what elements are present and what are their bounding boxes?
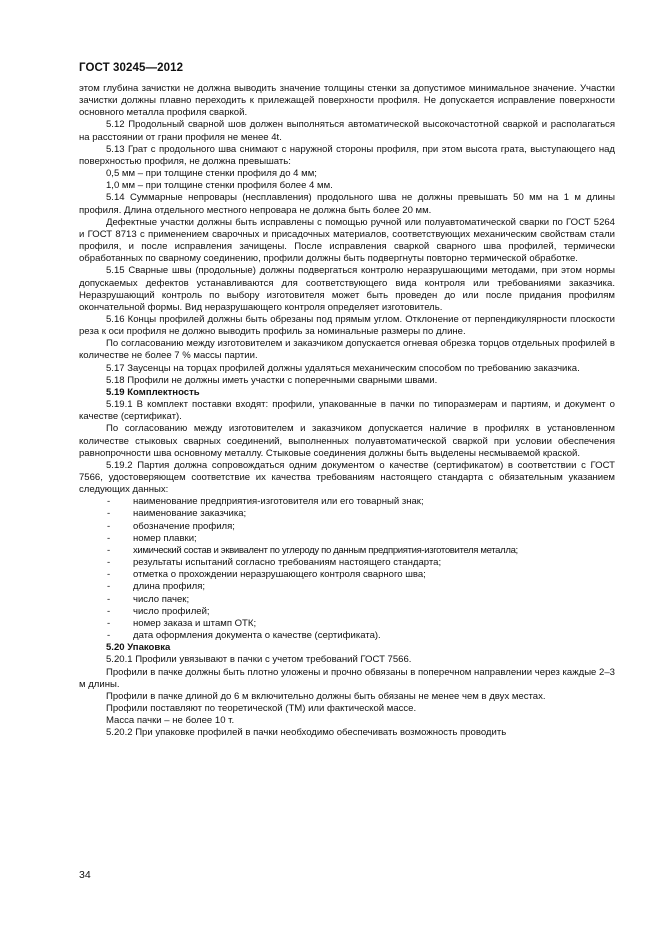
paragraph: Профили в пачке должны быть плотно уложены и прочно обвязаны в поперечном направлении через каждые 2–3 м длины.: [79, 666, 615, 690]
paragraph: 0,5 мм – при толщине стенки профиля до 4 мм;: [106, 168, 317, 180]
section-heading: 5.20 Упаковка: [106, 642, 171, 654]
paragraph: этом глубина зачистки не должна выводить значение толщины стенки за допустимое минимальное значение. Участки зачистки должны плавно переходить к прилежащей поверхности профиля. Не допускается исправление поверхности основного металла профиля сваркой.: [79, 83, 615, 119]
list-item: - результаты испытаний согласно требованиям настоящего стандарта;: [107, 557, 442, 569]
list-item: - номер заказа и штамп ОТК;: [107, 617, 257, 629]
document-header: ГОСТ 30245—2012: [79, 62, 184, 74]
list-item: - число пачек;: [107, 593, 190, 605]
paragraph: 5.12 Продольный сварной шов должен выполняться автоматической высокочастотной сваркой и располагаться на расстоянии от грани профиля не менее 4t.: [79, 119, 615, 143]
paragraph: 5.16 Концы профилей должны быть обрезаны под прямым углом. Отклонение от перпендикулярности плоскости реза к оси профиля не должно выводить профиль за номинальные размеры по длине.: [79, 313, 615, 338]
paragraph: По согласованию между изготовителем и заказчиком допускается наличие в профилях в установленном количестве стыковых сварных соединений, выполненных полуавтоматической сваркой при условии обеспечения равнопрочности шва основному металлу. Стыковые соединения должны быть выделены несмываемой краской.: [79, 423, 615, 459]
document-body: [79, 83, 615, 739]
section-heading: 5.19 Комплектность: [106, 386, 200, 398]
list-item: - дата оформления документа о качестве (сертификата).: [107, 630, 381, 642]
list-item: - наименование предприятия-изготовителя или его товарный знак;: [107, 496, 424, 508]
paragraph: 5.17 Заусенцы на торцах профилей должны удаляться механическим способом по требованию заказчика.: [106, 362, 580, 374]
paragraph: 5.20.1 Профили увязывают в пачки с учетом требований ГОСТ 7566.: [106, 654, 412, 666]
list-item: - обозначение профиля;: [107, 520, 235, 532]
paragraph: 5.14 Суммарные непровары (несплавления) продольного шва не должны превышать 50 мм на 1 м длины профиля. Длина отдельного местного непровара не должна быть более 20 мм.: [79, 192, 615, 216]
list-item: - длина профиля;: [107, 581, 206, 593]
list-item: - наименование заказчика;: [107, 508, 247, 520]
paragraph: 5.20.2 При упаковке профилей в пачки необходимо обеспечивать возможность проводить: [106, 727, 507, 739]
paragraph: 5.18 Профили не должны иметь участки с поперечными сварными швами.: [106, 374, 438, 386]
paragraph: По согласованию между изготовителем и заказчиком допускается огневая обрезка торцов отдельных профилей в количестве не более 7 % массы партии.: [79, 338, 615, 362]
paragraph: 5.13 Грат с продольного шва снимают с наружной стороны профиля, при этом высота грата, выступающего над поверхностью профиля, не должна превышать:: [79, 143, 615, 167]
list-item: - число профилей;: [107, 605, 210, 617]
list-item: - номер плавки;: [107, 532, 197, 544]
list-item: - отметка о прохождении неразрушающего контроля сварного шва;: [107, 569, 426, 581]
paragraph: Масса пачки – не более 10 т.: [106, 715, 235, 727]
paragraph: 5.19.1 В комплект поставки входят: профили, упакованные в пачки по типоразмерам и партиям, и документ о качестве (сертификат).: [79, 399, 615, 423]
list-item: - химический состав и эквивалент по углероду по данным предприятия-изготовителя металла;: [107, 544, 518, 556]
paragraph: Профили в пачке длиной до 6 м включительно должны быть обязаны не менее чем в двух местах.: [106, 690, 546, 702]
page-number: 34: [79, 869, 91, 881]
paragraph: Дефектные участки должны быть исправлены с помощью ручной или полуавтоматической сварки по ГОСТ 5264 и ГОСТ 8713 с применением сварочных и присадочных материалов, соответствующих механическим свойствам стали профиля, и после исправления зачищены. После исправления сваркой сварного шва профилей, термически обработанных по сварному соединению, профили должны быть подвергнуты повторно термической обработке.: [79, 216, 615, 265]
paragraph: 5.15 Сварные швы (продольные) должны подвергаться контролю неразрушающими методами, при этом нормы допускаемых дефектов устанавливаются для соответствующего вида контроля или требованиями заказчика. Неразрушающий контроль по выбору изготовителя может быть проведен до или после придания профилям окончательной формы. Вид неразрушающего контроля определяет изготовитель.: [79, 265, 615, 313]
paragraph: 5.19.2 Партия должна сопровождаться одним документом о качестве (сертификатом) в соответствии с ГОСТ 7566, удостоверяющем соответствие их качества требованиям настоящего стандарта с обязательным указанием следующих данных:: [79, 459, 615, 496]
paragraph: 1,0 мм – при толщине стенки профиля более 4 мм.: [106, 180, 333, 192]
paragraph: Профили поставляют по теоретической (ТМ) или фактической массе.: [106, 702, 417, 714]
